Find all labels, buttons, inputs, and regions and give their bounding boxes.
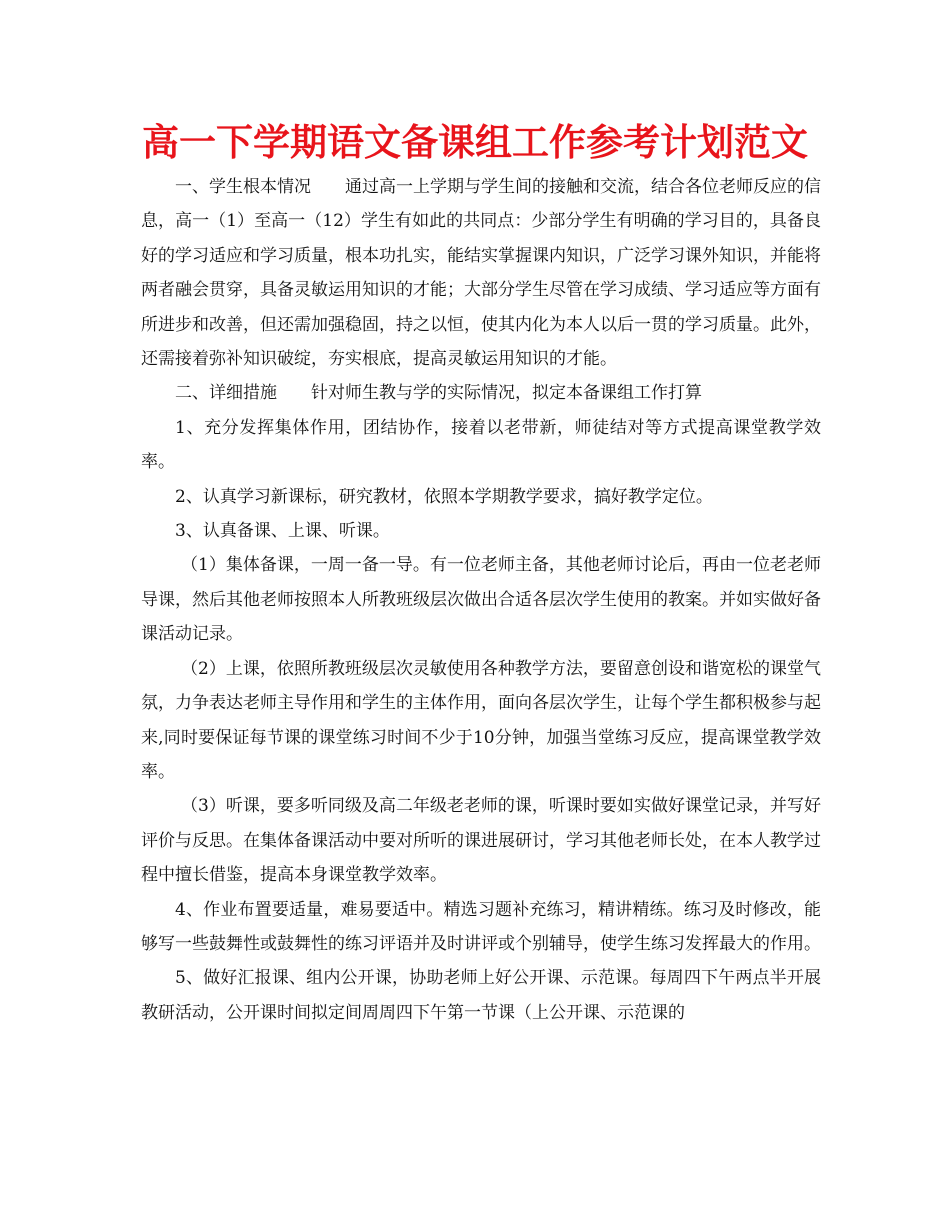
paragraph-item-3-1: （1）集体备课，一周一备一导。有一位老师主备，其他老师讨论后，再由一位老老师导课，然后其他老师按照本人所教班级层次做出合适各层次学生使用的教案。并如实做好备课活动记录。 [141, 555, 821, 645]
document-title: 高一下学期语文备课组工作参考计划范文 [142, 121, 808, 164]
document-body [141, 170, 821, 1030]
paragraph-student-situation [141, 170, 821, 376]
section-text-student-situation: 通过高一上学期与学生间的接触和交流，结合各位老师反应的信息，高一（1）至高一（12）学生有如此的共同点：少部分学生有明确的学习目的，具备良好的学习适应和学习质量，根本功扎实，能结实掌握课内知识，广泛学习课外知识，并能将两者融会贯穿，具备灵敏运用知识的才能；大部分学生尽管在学习成绩、学习适应等方面有所进步和改善，但还需加强稳固，持之以恒，使其内化为本人以后一贯的学习质量。此外，还需接着弥补知识破绽，夯实根底，提高灵敏运用知识的才能。 [141, 177, 821, 370]
paragraph-item-3-2: （2）上课，依照所教班级层次灵敏使用各种教学方法，要留意创设和谐宽松的课堂气氛，力争表达老师主导作用和学生的主体作用，面向各层次学生，让每个学生都积极参与起来,同时要保证每节课的课堂练习时间不少于10分钟，加强当堂练习反应，提高课堂教学效率。 [141, 658, 821, 782]
section-text-measures: 针对师生教与学的实际情况，拟定本备课组工作打算 [311, 383, 702, 404]
paragraph-item-5: 5、做好汇报课、组内公开课，协助老师上好公开课、示范课。每周四下午两点半开展教研活动，公开课时间拟定间周周四下午第一节课（上公开课、示范课的 [141, 968, 821, 1023]
paragraph-item-3: 3、认真备课、上课、听课。 [175, 521, 390, 542]
paragraph-item-4: 4、作业布置要适量，难易要适中。精选习题补充练习，精讲精练。练习及时修改，能够写一些鼓舞性或鼓舞性的练习评语并及时讲评或个别辅导，使学生练习发挥最大的作用。 [141, 899, 821, 954]
paragraph-measures [141, 376, 821, 410]
paragraph-item-1: 1、充分发挥集体作用，团结协作，接着以老带新，师徒结对等方式提高课堂教学效率。 [141, 417, 821, 473]
section-heading-student-situation: 一、学生根本情况 [175, 177, 311, 197]
paragraph-item-3-3: （3）听课，要多听同级及高二年级老老师的课，听课时要如实做好课堂记录，并写好评价与反思。在集体备课活动中要对所听的课进展研讨，学习其他老师长处，在本人教学过程中擅长借鉴，提高本身课堂教学效率。 [141, 796, 821, 886]
section-heading-measures: 二、详细措施 [175, 383, 277, 404]
paragraph-item-2: 2、认真学习新课标，研究教材，依照本学期教学要求，搞好教学定位。 [175, 486, 713, 507]
